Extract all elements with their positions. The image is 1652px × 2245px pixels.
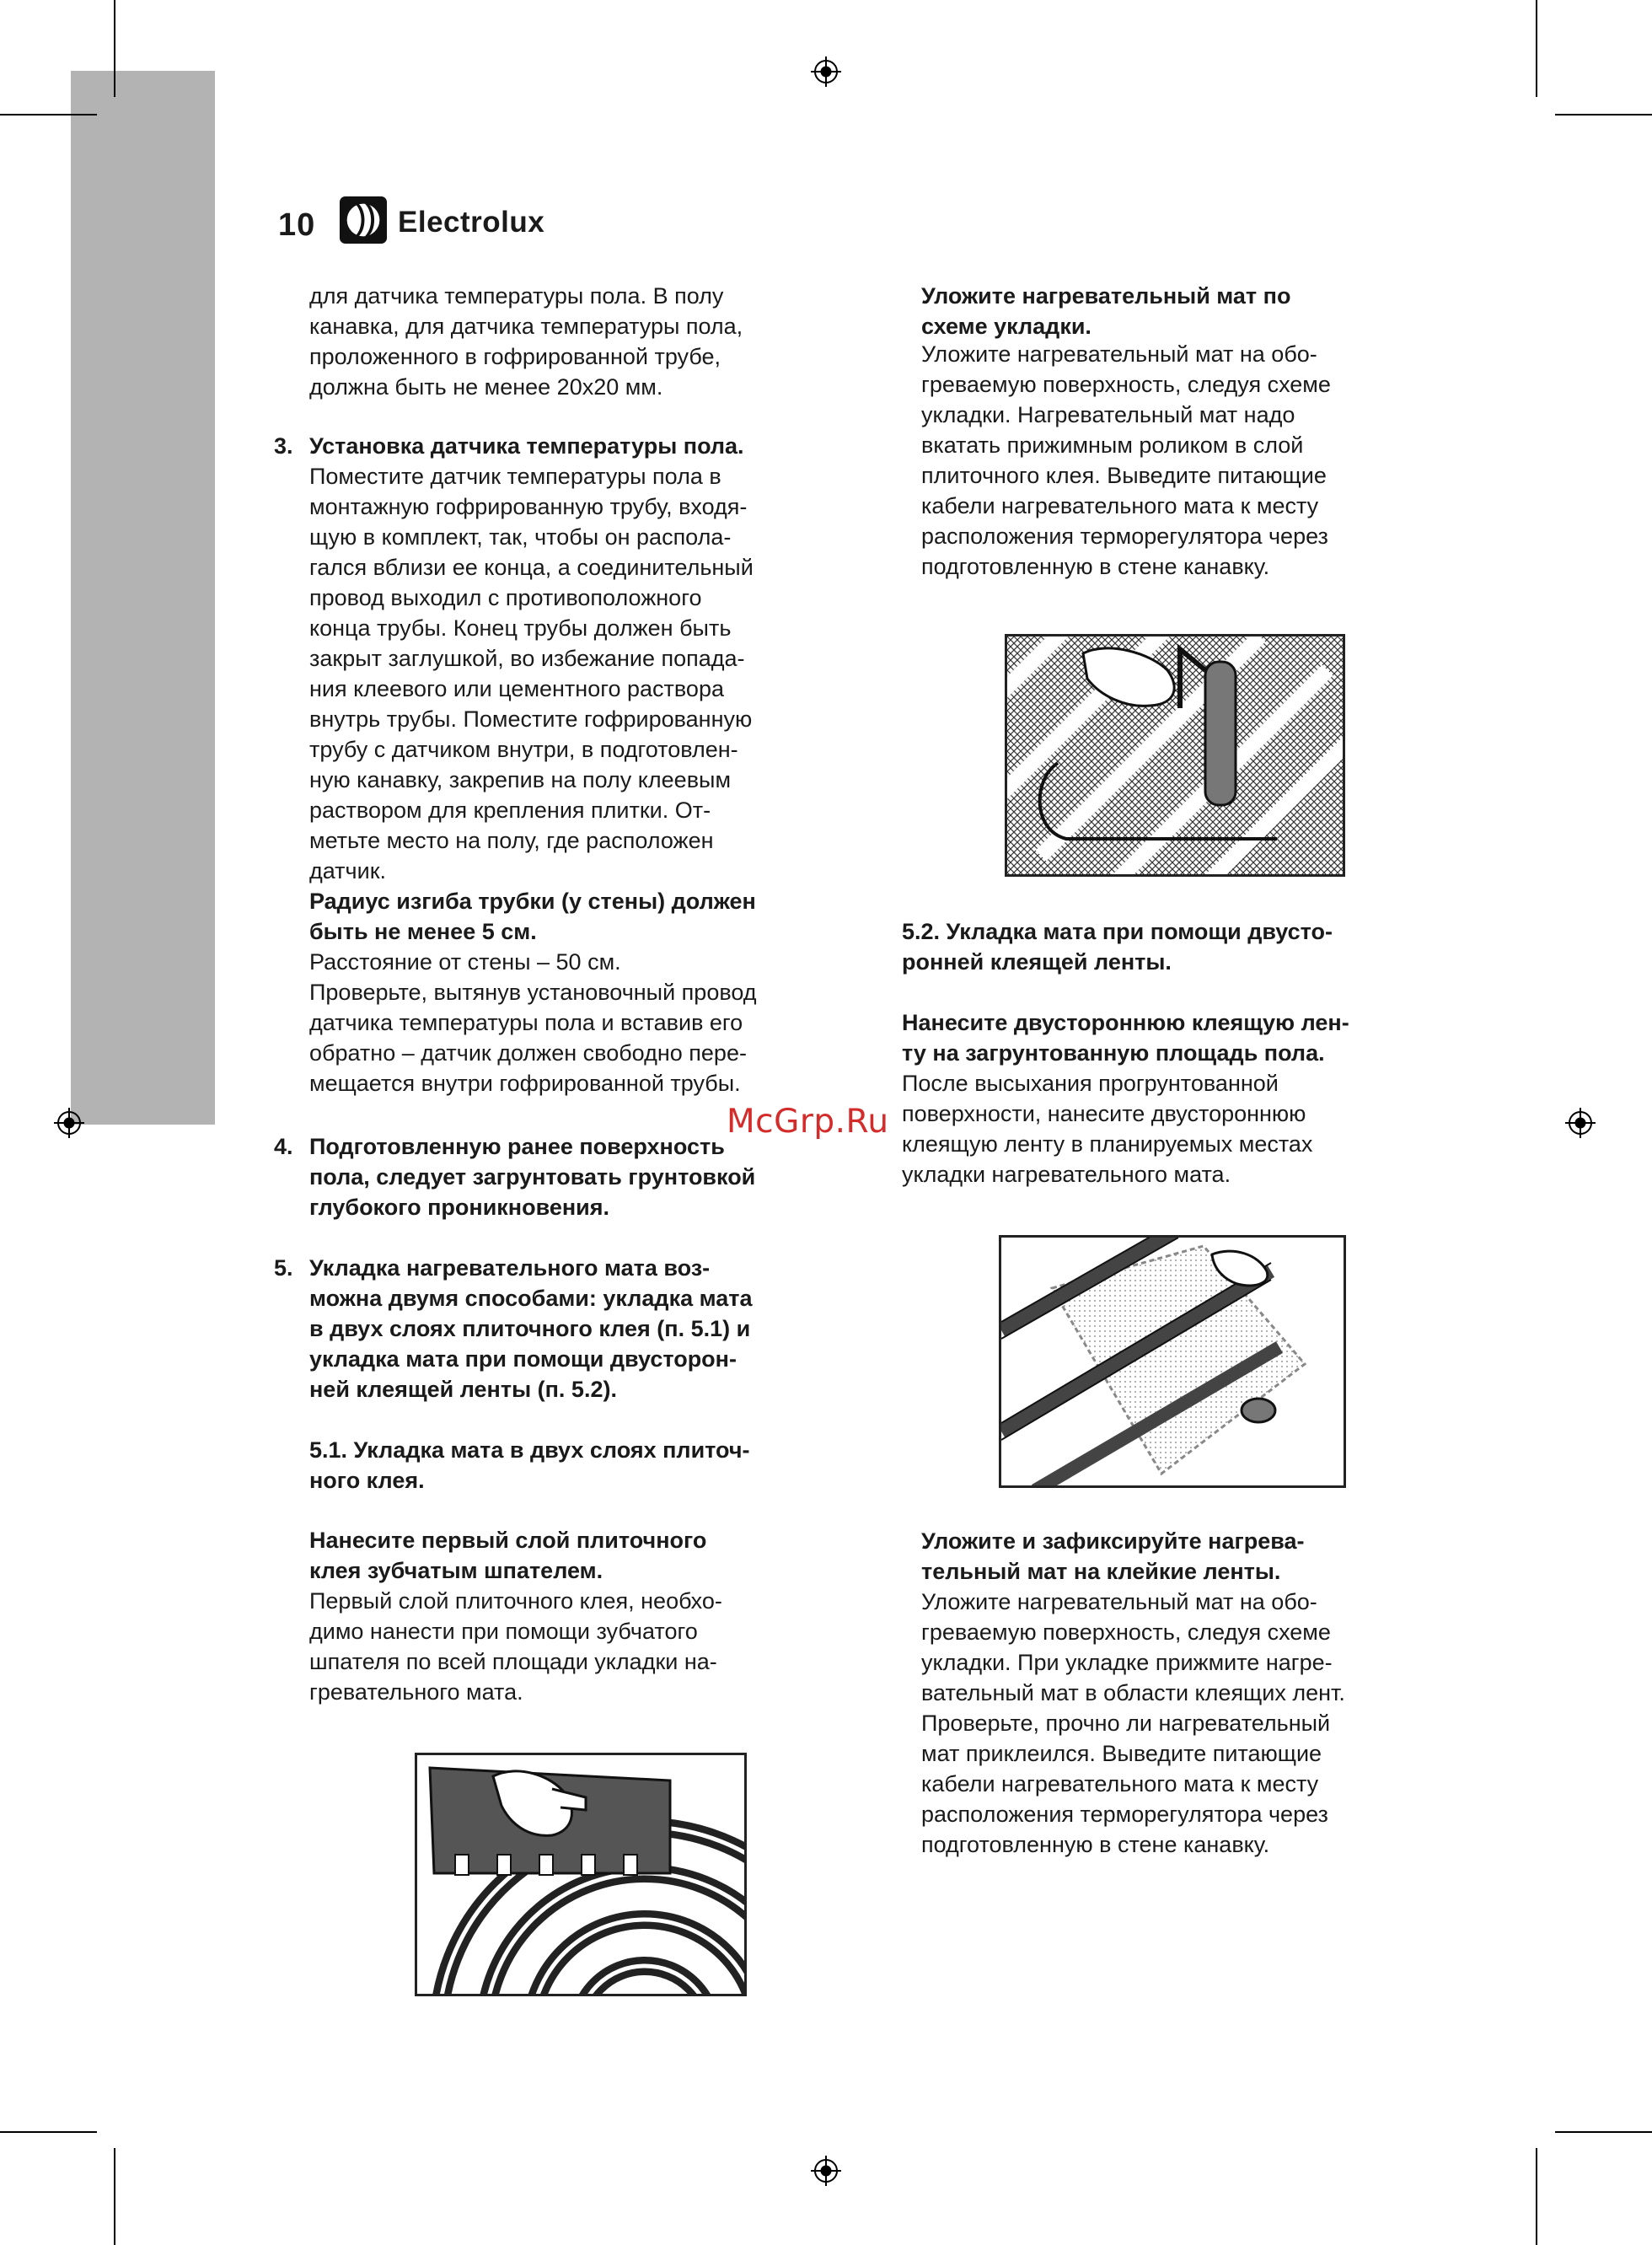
crop-mark-tl-h [0, 114, 97, 115]
step3-number: 3. [274, 433, 293, 459]
tape-body: После высыхания прогрунтованной поверхности, нанесите двустороннюю клеящую ленту в планируемых местах укладки нагревательного мата. [902, 1071, 1313, 1187]
step3-title: Установка датчика температуры пола. [309, 433, 744, 459]
registration-mark-right-icon [1564, 1106, 1597, 1140]
side-bar [71, 71, 215, 1125]
sub52-title: 5.2. Укладка мата при помощи двусто- ронней клеящей ленты. [902, 919, 1333, 975]
sub51-step-title: Нанесите первый слой плиточного клея зубчатым шпателем. [309, 1528, 707, 1583]
roll-title: Уложите нагревательный мат по схеме укладки. [921, 283, 1291, 339]
fix-title: Уложите и зафиксируйте нагрева- тельный мат на клейкие ленты. [921, 1528, 1305, 1584]
crop-mark-tr-v [1536, 0, 1537, 97]
roll-body: Уложите нагревательный мат на обо- греваемую поверхность, следуя схеме укладки. Нагревательный мат надо вкатать прижимным роликом в слой плиточного клея. Выведите питающие кабели нагревательного мата к месту расположения терморегулятора через подготовленную в стене канавку. [921, 341, 1331, 579]
trowel-illustration [415, 1753, 747, 1996]
fix-body: Уложите нагревательный мат на обо- греваемую поверхность, следуя схеме укладки. При укладке прижмите нагре- вательный мат в области клеящих лент. Проверьте, прочно ли нагревательный мат приклеился. Выведите питающие кабели нагревательного мата к месту расположения терморегулятора через подготовленную в стене канавку. [921, 1589, 1345, 1857]
step4-number: 4. [274, 1134, 293, 1159]
tape-title: Нанесите двустороннюю клеящую лен- ту на загрунтованную площадь пола. [902, 1010, 1349, 1066]
sub51-title: 5.1. Укладка мата в двух слоях плиточ- ного клея. [309, 1437, 750, 1493]
step3-bold-note: Радиус изгиба трубки (у стены) должен быть не менее 5 см. [309, 889, 756, 944]
sub51-step-body: Первый слой плиточного клея, необхо- димо нанести при помощи зубчатого шпателя по всей площади укладки на- гревательного мата. [309, 1588, 722, 1705]
brand-name: Electrolux [398, 206, 545, 239]
crop-mark-bl-v [114, 2148, 115, 2245]
tape-illustration [999, 1235, 1346, 1488]
step3-body: Поместите датчик температуры пола в монтажную гофрированную трубу, входя- щую в комплект, так, чтобы он распола- гался вблизи ее конца, а соединительный провод выходил с противоположного конца трубы. Конец трубы должен быть закрыт заглушкой, во избежание попада- ния клеевого или цементного раствора внутрь трубы. Поместите гофрированную трубу с датчиком внутри, в подготовлен- ную канавку, закрепив на полу клеевым раствором для крепления плитки. От- метьте место на полу, где расположен датчик. [309, 464, 754, 883]
step5-text: Укладка нагревательного мата воз- можна двумя способами: укладка мата в двух слоях плиточного клея (п. 5.1) и укладка мата при помощи двусторон- ней клеящей ленты (п. 5.2). [309, 1255, 753, 1402]
step5-number: 5. [274, 1255, 293, 1281]
crop-mark-br-h [1555, 2131, 1652, 2133]
crop-mark-tr-h [1555, 114, 1652, 115]
intro-text: для датчика температуры пола. В полу канавка, для датчика температуры пола, проложенного в гофрированной трубе, должна быть не менее 20х20 мм. [309, 283, 743, 400]
registration-mark-left-icon [52, 1106, 86, 1140]
crop-mark-tl-v [114, 0, 115, 97]
page-number: 10 [278, 207, 316, 243]
registration-mark-top-icon [809, 55, 843, 89]
registration-mark-bottom-icon [809, 2154, 843, 2188]
watermark: McGrp.Ru [727, 1103, 889, 1141]
step3-tail: Расстояние от стены – 50 см. Проверьте, вытянув установочный провод датчика температуры пола и вставив его обратно – датчик должен свободно пере- мещается внутри гофрированной трубы. [309, 949, 757, 1096]
crop-mark-br-v [1536, 2148, 1537, 2245]
step4-text: Подготовленную ранее поверхность пола, следует загрунтовать грунтовкой глубокого проникновения. [309, 1134, 756, 1220]
electrolux-logo-icon [339, 196, 388, 244]
roller-illustration [1005, 634, 1345, 877]
crop-mark-bl-h [0, 2131, 97, 2133]
